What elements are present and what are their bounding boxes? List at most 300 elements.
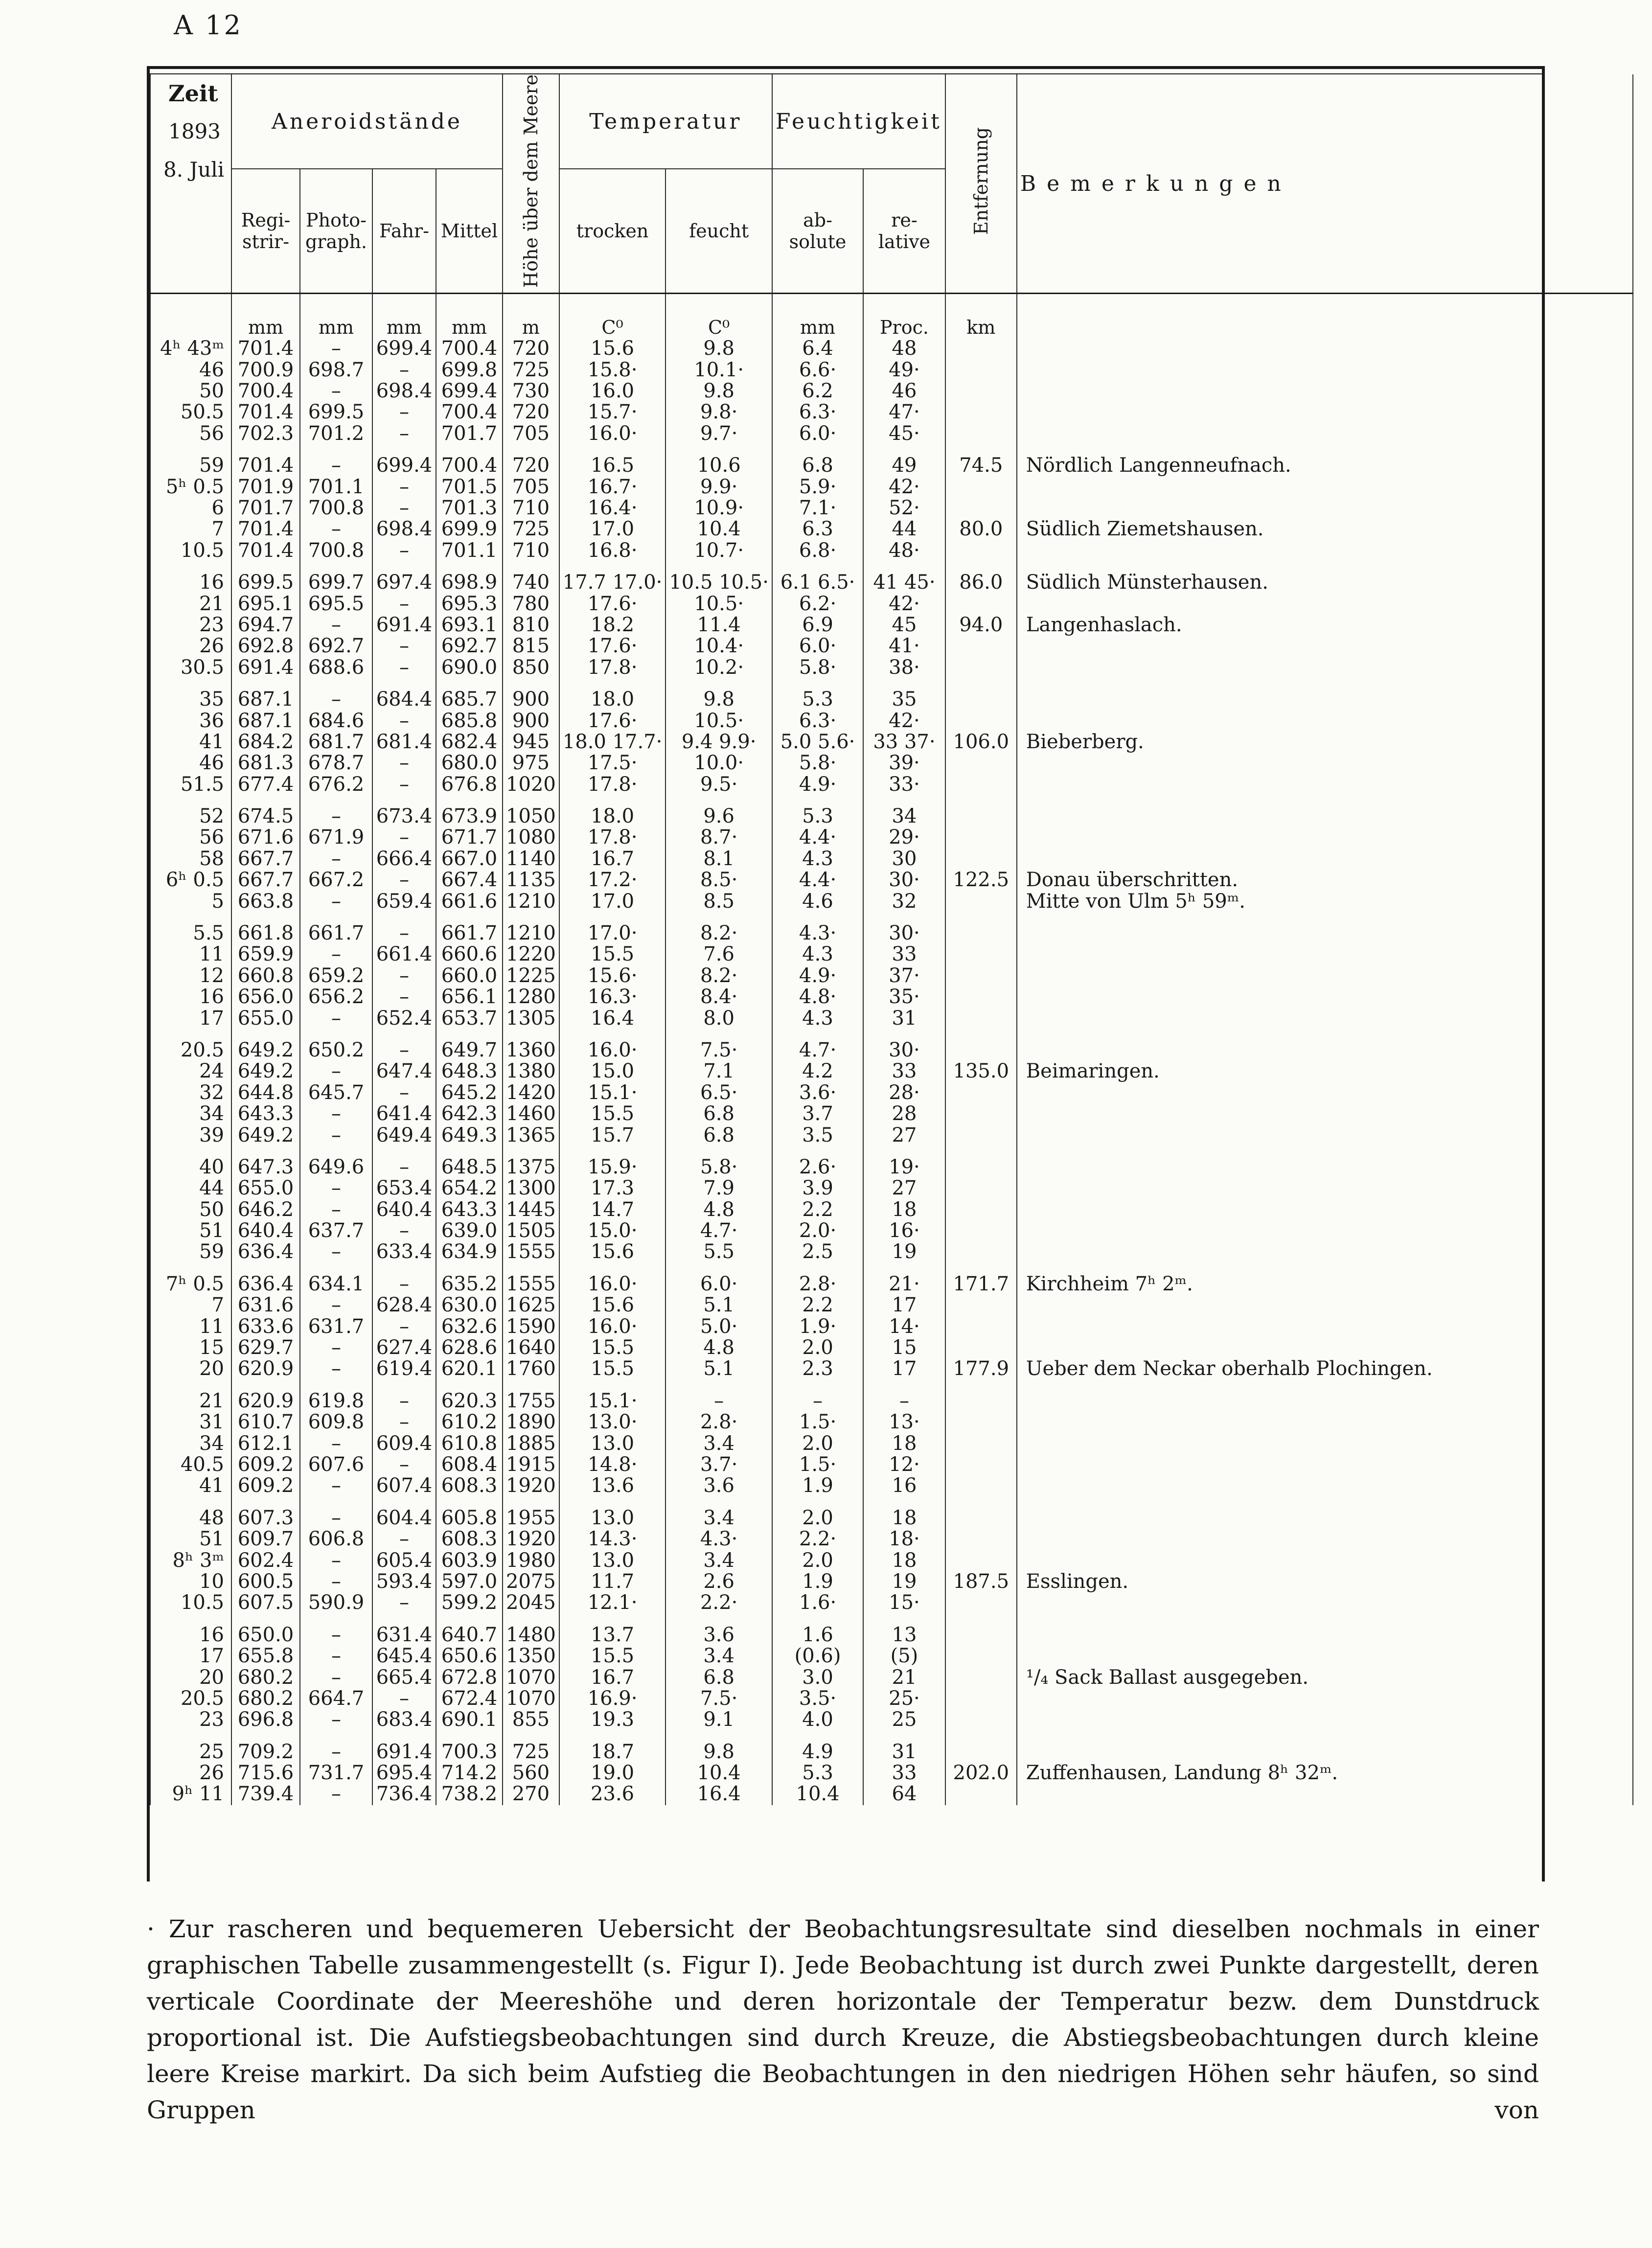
cell-feucht: 4.3·	[665, 1529, 772, 1550]
cell-photograph: –	[300, 1433, 372, 1454]
cell-trocken: 17.3	[559, 1178, 666, 1199]
table-row	[150, 1124, 1633, 1146]
cell-remark	[1017, 710, 1633, 731]
cell-mittel: 672.8	[436, 1667, 503, 1688]
cell-feucht: 9.4 9.9·	[665, 732, 772, 753]
cell-trocken: 15.5	[559, 1103, 666, 1124]
cell-mittel: 685.7	[436, 678, 503, 710]
cell-photograph: 634.1	[300, 1263, 372, 1295]
cell-registrir: 715.6	[231, 1763, 300, 1784]
cell-mittel: 667.0	[436, 849, 503, 870]
cell-photograph: –	[300, 1571, 372, 1592]
cell-trocken: 15.7	[559, 1124, 666, 1146]
cell-hoehe: 1760	[503, 1358, 559, 1379]
cell-absolute: 4.4·	[772, 827, 863, 848]
cell-remark	[1017, 1475, 1633, 1496]
cell-absolute: 1.5·	[772, 1454, 863, 1475]
cell-time: 35	[150, 678, 231, 710]
col-feucht: feucht	[665, 169, 772, 293]
cell-feucht: 8.2·	[665, 912, 772, 944]
cell-remark	[1017, 657, 1633, 678]
table-row	[150, 1178, 1633, 1199]
cell-time: 5ʰ 0.5	[150, 476, 231, 497]
cell-remark	[1017, 1146, 1633, 1178]
cell-registrir: 649.2	[231, 1124, 300, 1146]
cell-hoehe: 780	[503, 593, 559, 614]
cell-distance	[945, 1592, 1017, 1613]
cell-time: 9ʰ 11	[150, 1784, 231, 1805]
cell-time: 8ʰ 3ᵐ	[150, 1550, 231, 1571]
cell-hoehe: 900	[503, 710, 559, 731]
cell-fahr: –	[372, 657, 436, 678]
cell-fahr: –	[372, 1220, 436, 1241]
cell-distance	[945, 1688, 1017, 1709]
cell-absolute: 2.6·	[772, 1146, 863, 1178]
cell-registrir: 700.4	[231, 381, 300, 402]
cell-fahr: –	[372, 636, 436, 657]
cell-trocken: 15.0	[559, 1061, 666, 1082]
cell-trocken: 17.6·	[559, 710, 666, 731]
cell-trocken: 15.5	[559, 944, 666, 965]
cell-fahr: –	[372, 1146, 436, 1178]
cell-time: 6ʰ 0.5	[150, 870, 231, 891]
cell-feucht: 10.7·	[665, 540, 772, 561]
cell-relative: 42·	[863, 476, 945, 497]
cell-hoehe: 270	[503, 1784, 559, 1805]
cell-relative: 18	[863, 1550, 945, 1571]
cell-registrir: 739.4	[231, 1784, 300, 1805]
unit-cell: mm	[772, 294, 863, 339]
cell-hoehe: 1225	[503, 965, 559, 986]
cell-distance	[945, 891, 1017, 912]
cell-feucht: –	[665, 1380, 772, 1412]
cell-time: 51.5	[150, 774, 231, 795]
cell-distance: 135.0	[945, 1061, 1017, 1082]
unit-cell: mm	[231, 294, 300, 339]
cell-absolute: 4.3	[772, 1008, 863, 1029]
table-row	[150, 1263, 1633, 1295]
cell-time: 51	[150, 1220, 231, 1241]
cell-fahr: 652.4	[372, 1008, 436, 1029]
cell-time: 41	[150, 1475, 231, 1496]
cell-trocken: 17.0	[559, 519, 666, 540]
cell-distance: 177.9	[945, 1358, 1017, 1379]
cell-photograph: 607.6	[300, 1454, 372, 1475]
cell-registrir: 674.5	[231, 795, 300, 827]
cell-distance	[945, 593, 1017, 614]
cell-registrir: 607.5	[231, 1592, 300, 1613]
cell-remark	[1017, 986, 1633, 1008]
table-row	[150, 1550, 1633, 1571]
cell-trocken: 16.9·	[559, 1688, 666, 1709]
cell-relative: 21	[863, 1667, 945, 1688]
cell-trocken: 16.5	[559, 444, 666, 476]
cell-trocken: 15.5	[559, 1358, 666, 1379]
cell-trocken: 16.7	[559, 849, 666, 870]
cell-photograph: –	[300, 891, 372, 912]
table-row	[150, 1614, 1633, 1646]
cell-photograph: 645.7	[300, 1082, 372, 1103]
cell-distance	[945, 1614, 1017, 1646]
cell-relative: 15·	[863, 1592, 945, 1613]
cell-photograph: 681.7	[300, 732, 372, 753]
table-row	[150, 338, 1633, 359]
cell-registrir: 701.9	[231, 476, 300, 497]
cell-remark: Esslingen.	[1017, 1571, 1633, 1592]
cell-absolute: 4.0	[772, 1709, 863, 1730]
cell-feucht: 8.5	[665, 891, 772, 912]
cell-registrir: 620.9	[231, 1380, 300, 1412]
cell-distance	[945, 849, 1017, 870]
cell-remark	[1017, 1529, 1633, 1550]
cell-registrir: 633.6	[231, 1316, 300, 1337]
cell-distance	[945, 1316, 1017, 1337]
cell-relative: 30·	[863, 912, 945, 944]
cell-hoehe: 725	[503, 359, 559, 380]
zeit-label: Zeit	[168, 80, 218, 107]
cell-absolute: 4.3·	[772, 912, 863, 944]
cell-time: 16	[150, 986, 231, 1008]
cell-photograph: 692.7	[300, 636, 372, 657]
cell-remark	[1017, 1592, 1633, 1613]
cell-relative: 35·	[863, 986, 945, 1008]
table-row	[150, 423, 1633, 444]
cell-photograph: 671.9	[300, 827, 372, 848]
cell-registrir: 629.7	[231, 1337, 300, 1358]
cell-feucht: 9.8	[665, 338, 772, 359]
table-row	[150, 1061, 1633, 1082]
table-row	[150, 1241, 1633, 1262]
cell-mittel: 676.8	[436, 774, 503, 795]
cell-mittel: 738.2	[436, 1784, 503, 1805]
cell-relative: 18	[863, 1199, 945, 1220]
cell-mittel: 608.3	[436, 1529, 503, 1550]
cell-fahr: –	[372, 1263, 436, 1295]
cell-relative: 33 37·	[863, 732, 945, 753]
cell-registrir: 656.0	[231, 986, 300, 1008]
table-rule-top	[147, 66, 1545, 69]
cell-fahr: –	[372, 1380, 436, 1412]
cell-hoehe: 1505	[503, 1220, 559, 1241]
cell-trocken: 14.7	[559, 1199, 666, 1220]
cell-fahr: 649.4	[372, 1124, 436, 1146]
cell-hoehe: 1755	[503, 1380, 559, 1412]
cell-feucht: 3.4	[665, 1433, 772, 1454]
cell-distance	[945, 795, 1017, 827]
cell-relative: 28·	[863, 1082, 945, 1103]
cell-relative: 33	[863, 1763, 945, 1784]
cell-hoehe: 1460	[503, 1103, 559, 1124]
table-row	[150, 1220, 1633, 1241]
cell-hoehe: 705	[503, 476, 559, 497]
cell-feucht: 4.8	[665, 1199, 772, 1220]
cell-time: 56	[150, 423, 231, 444]
unit-cell: m	[503, 294, 559, 339]
cell-absolute: –	[772, 1380, 863, 1412]
cell-registrir: 680.2	[231, 1688, 300, 1709]
cell-trocken: 13.0	[559, 1550, 666, 1571]
table-row	[150, 1475, 1633, 1496]
cell-fahr: 619.4	[372, 1358, 436, 1379]
cell-mittel: 690.0	[436, 657, 503, 678]
cell-hoehe: 740	[503, 561, 559, 593]
cell-mittel: 680.0	[436, 753, 503, 774]
cell-photograph: 661.7	[300, 912, 372, 944]
cell-absolute: 3.0	[772, 1667, 863, 1688]
cell-remark: Donau überschritten.	[1017, 870, 1633, 891]
cell-remark	[1017, 1646, 1633, 1667]
cell-photograph: 637.7	[300, 1220, 372, 1241]
cell-remark	[1017, 1178, 1633, 1199]
cell-hoehe: 1915	[503, 1454, 559, 1475]
cell-fahr: –	[372, 1316, 436, 1337]
cell-remark: ¹/₄ Sack Ballast ausgegeben.	[1017, 1667, 1633, 1688]
cell-time: 59	[150, 1241, 231, 1262]
cell-trocken: 15.1·	[559, 1082, 666, 1103]
cell-registrir: 695.1	[231, 593, 300, 614]
cell-absolute: (0.6)	[772, 1646, 863, 1667]
cell-distance	[945, 1475, 1017, 1496]
cell-registrir: 687.1	[231, 678, 300, 710]
cell-feucht: 3.4	[665, 1646, 772, 1667]
cell-registrir: 677.4	[231, 774, 300, 795]
cell-time: 50.5	[150, 402, 231, 423]
cell-time: 5	[150, 891, 231, 912]
cell-time: 11	[150, 944, 231, 965]
table-row	[150, 381, 1633, 402]
table-row	[150, 912, 1633, 944]
cell-hoehe: 725	[503, 1731, 559, 1763]
cell-registrir: 701.4	[231, 402, 300, 423]
cell-registrir: 644.8	[231, 1082, 300, 1103]
cell-hoehe: 1210	[503, 912, 559, 944]
cell-mittel: 630.0	[436, 1295, 503, 1316]
cell-mittel: 640.7	[436, 1614, 503, 1646]
cell-registrir: 687.1	[231, 710, 300, 731]
cell-distance: 202.0	[945, 1763, 1017, 1784]
table-row	[150, 1454, 1633, 1475]
cell-trocken: 16.0·	[559, 1029, 666, 1061]
cell-feucht: 4.7·	[665, 1220, 772, 1241]
cell-mittel: 700.4	[436, 402, 503, 423]
cell-distance	[945, 636, 1017, 657]
cell-feucht: 10.9·	[665, 498, 772, 519]
cell-relative: 41·	[863, 636, 945, 657]
cell-remark	[1017, 944, 1633, 965]
table-row	[150, 1731, 1633, 1763]
cell-relative: 37·	[863, 965, 945, 986]
cell-absolute: 1.6	[772, 1614, 863, 1646]
cell-registrir: 609.2	[231, 1454, 300, 1475]
cell-time: 16	[150, 561, 231, 593]
cell-absolute: 4.4·	[772, 870, 863, 891]
cell-trocken: 16.0·	[559, 1316, 666, 1337]
cell-registrir: 681.3	[231, 753, 300, 774]
cell-time: 32	[150, 1082, 231, 1103]
cell-feucht: 9.6	[665, 795, 772, 827]
cell-remark	[1017, 1688, 1633, 1709]
cell-absolute: 6.1 6.5·	[772, 561, 863, 593]
cell-remark	[1017, 1614, 1633, 1646]
cell-feucht: 11.4	[665, 615, 772, 636]
table-row	[150, 1029, 1633, 1061]
table-row	[150, 402, 1633, 423]
table-row	[150, 986, 1633, 1008]
cell-time: 23	[150, 1709, 231, 1730]
table-row	[150, 615, 1633, 636]
cell-trocken: 18.0 17.7·	[559, 732, 666, 753]
cell-photograph: –	[300, 1358, 372, 1379]
cell-photograph: 731.7	[300, 1763, 372, 1784]
cell-mittel: 714.2	[436, 1763, 503, 1784]
cell-relative: 42·	[863, 710, 945, 731]
cell-fahr: –	[372, 359, 436, 380]
cell-time: 11	[150, 1316, 231, 1337]
body-paragraph	[147, 1911, 1539, 2128]
cell-mittel: 661.7	[436, 912, 503, 944]
cell-distance	[945, 710, 1017, 731]
cell-distance	[945, 1241, 1017, 1262]
cell-photograph: 650.2	[300, 1029, 372, 1061]
cell-photograph: –	[300, 1731, 372, 1763]
table-row	[150, 1008, 1633, 1029]
cell-feucht: 5.1	[665, 1295, 772, 1316]
cell-relative: 48	[863, 338, 945, 359]
cell-distance	[945, 1008, 1017, 1029]
cell-trocken: 14.8·	[559, 1454, 666, 1475]
cell-hoehe: 1135	[503, 870, 559, 891]
cell-distance	[945, 986, 1017, 1008]
cell-hoehe: 1305	[503, 1008, 559, 1029]
cell-absolute: 4.3	[772, 849, 863, 870]
cell-registrir: 600.5	[231, 1571, 300, 1592]
cell-time: 58	[150, 849, 231, 870]
table-row	[150, 1295, 1633, 1316]
cell-trocken: 16.4	[559, 1008, 666, 1029]
cell-trocken: 16.0·	[559, 423, 666, 444]
cell-remark	[1017, 1029, 1633, 1061]
year-label: 1893	[168, 119, 221, 143]
cell-feucht: 7.5·	[665, 1688, 772, 1709]
cell-mittel: 620.3	[436, 1380, 503, 1412]
table-row	[150, 1646, 1633, 1667]
cell-absolute: 2.5	[772, 1241, 863, 1262]
cell-fahr: 631.4	[372, 1614, 436, 1646]
cell-hoehe: 1380	[503, 1061, 559, 1082]
cell-registrir: 663.8	[231, 891, 300, 912]
cell-distance	[945, 476, 1017, 497]
cell-distance	[945, 1667, 1017, 1688]
cell-distance	[945, 381, 1017, 402]
cell-relative: 16·	[863, 1220, 945, 1241]
cell-relative: 45·	[863, 423, 945, 444]
cell-remark	[1017, 381, 1633, 402]
cell-mittel: 690.1	[436, 1709, 503, 1730]
cell-mittel: 642.3	[436, 1103, 503, 1124]
cell-mittel: 648.3	[436, 1061, 503, 1082]
cell-absolute: 2.2·	[772, 1529, 863, 1550]
cell-time: 52	[150, 795, 231, 827]
cell-time: 34	[150, 1103, 231, 1124]
cell-absolute: 6.8·	[772, 540, 863, 561]
cell-time: 7	[150, 519, 231, 540]
cell-relative: 18·	[863, 1529, 945, 1550]
cell-mittel: 635.2	[436, 1263, 503, 1295]
cell-trocken: 17.8·	[559, 827, 666, 848]
cell-fahr: –	[372, 1688, 436, 1709]
cell-mittel: 608.4	[436, 1454, 503, 1475]
cell-feucht: 9.8	[665, 1731, 772, 1763]
cell-feucht: 10.5·	[665, 593, 772, 614]
table-row	[150, 710, 1633, 731]
cell-remark	[1017, 912, 1633, 944]
cell-distance	[945, 1646, 1017, 1667]
cell-fahr: 691.4	[372, 1731, 436, 1763]
cell-absolute: 4.8·	[772, 986, 863, 1008]
date-label: 8. Juli	[163, 158, 225, 182]
cell-photograph: 678.7	[300, 753, 372, 774]
cell-absolute: 6.9	[772, 615, 863, 636]
cell-feucht: 5.5	[665, 1241, 772, 1262]
cell-distance	[945, 1220, 1017, 1241]
table-row	[150, 849, 1633, 870]
cell-distance	[945, 678, 1017, 710]
cell-time: 6	[150, 498, 231, 519]
cell-registrir: 701.4	[231, 519, 300, 540]
cell-mittel: 667.4	[436, 870, 503, 891]
cell-absolute: 2.2	[772, 1199, 863, 1220]
cell-trocken: 16.3·	[559, 986, 666, 1008]
cell-time: 7	[150, 1295, 231, 1316]
cell-time: 41	[150, 732, 231, 753]
cell-fahr: –	[372, 402, 436, 423]
unit-cell: mm	[372, 294, 436, 339]
cell-hoehe: 710	[503, 540, 559, 561]
table-row	[150, 540, 1633, 561]
cell-remark	[1017, 540, 1633, 561]
cell-absolute: 4.7·	[772, 1029, 863, 1061]
cell-mittel: 673.9	[436, 795, 503, 827]
cell-mittel: 698.9	[436, 561, 503, 593]
cell-trocken: 12.1·	[559, 1592, 666, 1613]
cell-trocken: 15.8·	[559, 359, 666, 380]
table-row	[150, 561, 1633, 593]
cell-registrir: 661.8	[231, 912, 300, 944]
table-row	[150, 1433, 1633, 1454]
cell-mittel: 660.6	[436, 944, 503, 965]
cell-distance	[945, 1709, 1017, 1730]
cell-time: 4ʰ 43ᵐ	[150, 338, 231, 359]
cell-photograph: –	[300, 1124, 372, 1146]
cell-feucht: 3.6	[665, 1475, 772, 1496]
unit-cell: mm	[436, 294, 503, 339]
cell-trocken: 15.1·	[559, 1380, 666, 1412]
table-row	[150, 1316, 1633, 1337]
cell-hoehe: 1420	[503, 1082, 559, 1103]
cell-absolute: 1.9	[772, 1571, 863, 1592]
cell-distance: 187.5	[945, 1571, 1017, 1592]
cell-absolute: 2.2	[772, 1295, 863, 1316]
cell-hoehe: 725	[503, 519, 559, 540]
cell-trocken: 15.0·	[559, 1220, 666, 1241]
table-row	[150, 498, 1633, 519]
table-row	[150, 444, 1633, 476]
cell-fahr: 645.4	[372, 1646, 436, 1667]
cell-fahr: 604.4	[372, 1497, 436, 1529]
cell-hoehe: 1445	[503, 1199, 559, 1220]
cell-mittel: 700.4	[436, 444, 503, 476]
cell-fahr: 647.4	[372, 1061, 436, 1082]
